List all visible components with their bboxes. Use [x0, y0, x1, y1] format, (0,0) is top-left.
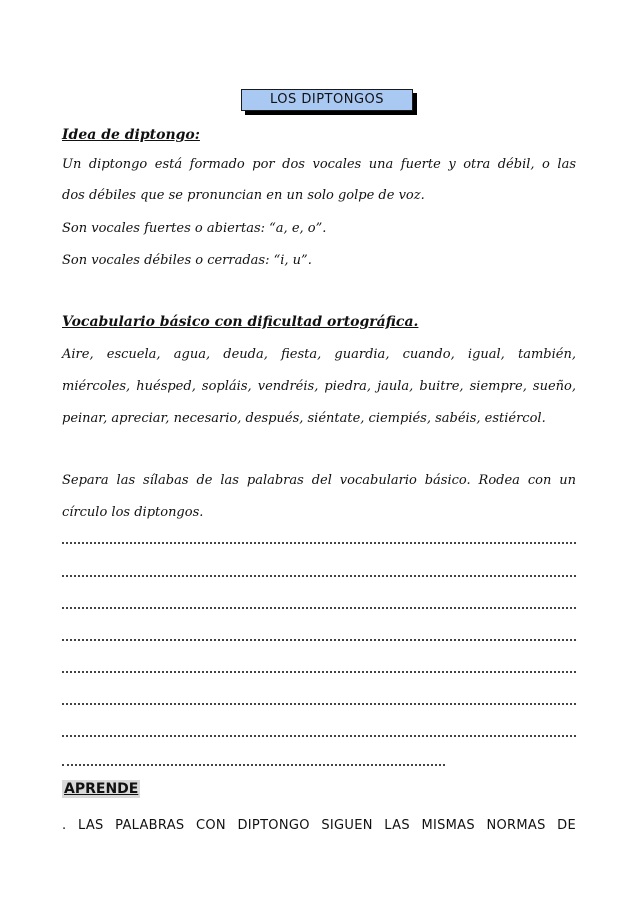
vocabulary-line-2: miércoles, huésped, sopláis, vendréis, piedra, jaula, buitre, siempre, sueño, — [62, 379, 576, 394]
answer-line[interactable] — [62, 701, 576, 705]
exercise-instruction-line-1: Separa las sílabas de las palabras del vocabulario básico. Rodea con un — [62, 473, 576, 488]
definition-line-1: Un diptongo está formado por dos vocales una fuerte y otra débil, o las — [62, 157, 576, 172]
vocabulary-line-1: Aire, escuela, agua, deuda, fiesta, guardia, cuando, igual, también, — [62, 347, 576, 362]
vocabulary-line-3: peinar, apreciar, necesario, después, siéntate, ciempiés, sabéis, estiércol. — [62, 411, 546, 426]
definition-line-4: Son vocales débiles o cerradas: “i, u”. — [62, 253, 312, 268]
answer-line[interactable] — [62, 637, 576, 641]
section-heading-vocabulario: Vocabulario básico con dificultad ortográfica. — [62, 314, 419, 330]
answer-line[interactable] — [62, 762, 445, 766]
answer-line[interactable] — [62, 733, 576, 737]
answer-line[interactable] — [62, 605, 576, 609]
answer-line[interactable] — [62, 540, 576, 544]
answer-line[interactable] — [62, 573, 576, 577]
definition-line-3: Son vocales fuertes o abiertas: “a, e, o”. — [62, 221, 327, 236]
definition-line-2: dos débiles que se pronuncian en un solo golpe de voz. — [62, 188, 425, 203]
aprende-rule-text: . LAS PALABRAS CON DIPTONGO SIGUEN LAS MISMAS NORMAS DE — [62, 818, 576, 833]
answer-line[interactable] — [62, 669, 576, 673]
aprende-label: APRENDE — [64, 781, 139, 797]
section-heading-diptongo: Idea de diptongo: — [62, 127, 200, 143]
page-title: LOS DIPTONGOS — [241, 89, 413, 111]
exercise-instruction-line-2: círculo los diptongos. — [62, 505, 204, 520]
